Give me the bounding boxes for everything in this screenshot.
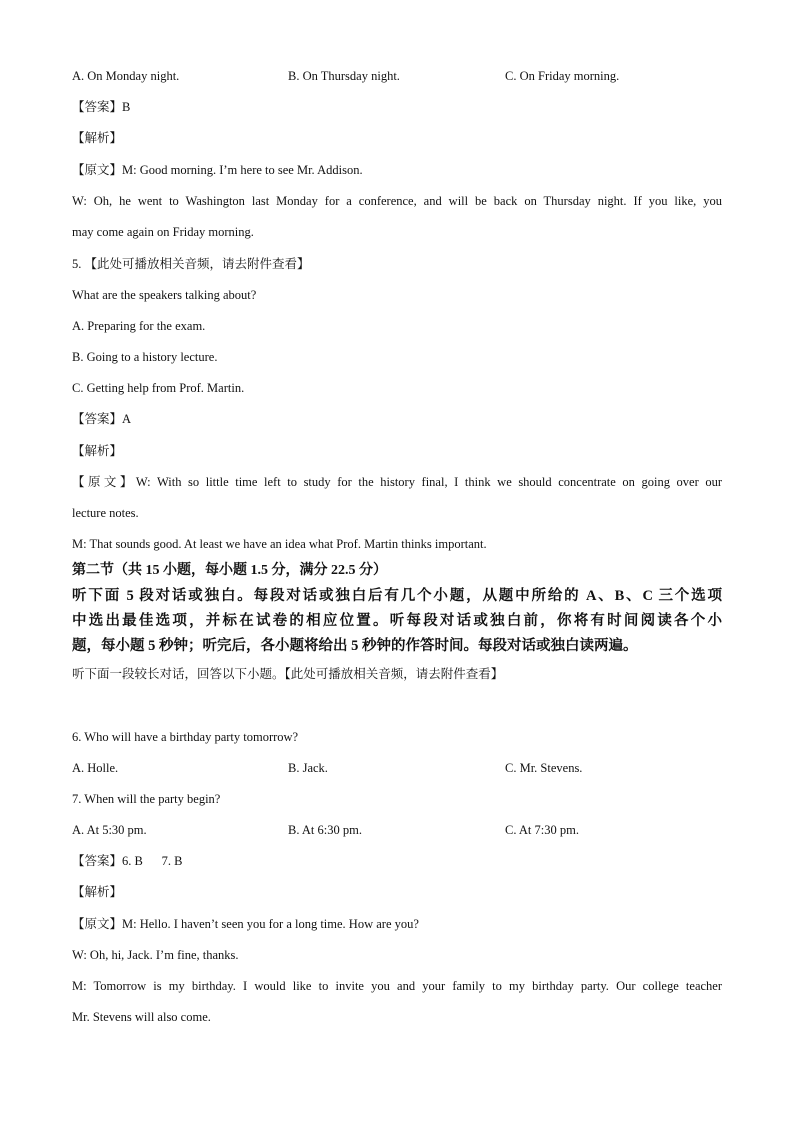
q5-transcript-line: 【原文】W: With so little time left to study for the history final, I think we should concentrate on going over our: [72, 475, 722, 489]
q6-q7-answer: 【答案】6. B 7. B: [72, 854, 183, 868]
q7-option-a: A. At 5:30 pm.: [72, 823, 147, 837]
q4-transcript-line: may come again on Friday morning.: [72, 225, 254, 239]
section-2-instructions-line: 题，每小题 5 秒钟；听完后，各小题将给出 5 秒钟的作答时间。每段对话或独白读两遍。: [72, 638, 638, 654]
q5-question: What are the speakers talking about?: [72, 288, 257, 302]
q5-analysis-label: 【解析】: [72, 444, 123, 458]
q4-answer: 【答案】B: [72, 100, 131, 114]
dialogue-intro: 听下面一段较长对话，回答以下小题。【此处可播放相关音频，请去附件查看】: [72, 667, 504, 681]
q6-question: 6. Who will have a birthday party tomorrow?: [72, 730, 299, 744]
q5-transcript-line: lecture notes.: [72, 506, 139, 520]
q6-option-b: B. Jack.: [288, 761, 328, 775]
q5-answer: 【答案】A: [72, 412, 132, 426]
q5-option-a: A. Preparing for the exam.: [72, 319, 206, 333]
section-2-title: 第二节（共 15 小题，每小题 1.5 分，满分 22.5 分）: [72, 563, 387, 578]
q4-option-c: C. On Friday morning.: [505, 69, 620, 83]
section-2-instructions-line: 中选出最佳选项，并标在试卷的相应位置。听每段对话或独白前，你将有时间阅读各个小: [72, 613, 722, 629]
q4-option-b: B. On Thursday night.: [288, 69, 400, 83]
q6-option-a: A. Holle.: [72, 761, 119, 775]
q6-q7-transcript-line: 【原文】M: Hello. I haven’t seen you for a long time. How are you?: [72, 917, 419, 931]
q5-transcript-line: M: That sounds good. At least we have an idea what Prof. Martin thinks important.: [72, 537, 487, 551]
q7-question: 7. When will the party begin?: [72, 792, 221, 806]
q6-q7-transcript-line: M: Tomorrow is my birthday. I would like to invite you and your family to my birthday party. Our college teacher: [72, 979, 722, 993]
q4-transcript-line: W: Oh, he went to Washington last Monday for a conference, and will be back on Thursday night. If you like, you: [72, 194, 722, 208]
q7-option-c: C. At 7:30 pm.: [505, 823, 579, 837]
q5-option-c: C. Getting help from Prof. Martin.: [72, 381, 245, 395]
q5-number-audio-note: 5. 【此处可播放相关音频，请去附件查看】: [72, 257, 310, 271]
q4-analysis-label: 【解析】: [72, 131, 123, 145]
q6-q7-transcript-line: Mr. Stevens will also come.: [72, 1010, 211, 1024]
q4-option-a: A. On Monday night.: [72, 69, 180, 83]
q6-option-c: C. Mr. Stevens.: [505, 761, 583, 775]
q5-option-b: B. Going to a history lecture.: [72, 350, 218, 364]
q6-q7-transcript-line: W: Oh, hi, Jack. I’m fine, thanks.: [72, 948, 239, 962]
q7-option-b: B. At 6:30 pm.: [288, 823, 362, 837]
section-2-instructions-line: 听下面 5 段对话或独白。每段对话或独白后有几个小题，从题中所给的 A、B、C 三个选项: [72, 588, 722, 604]
q6-q7-analysis-label: 【解析】: [72, 885, 123, 899]
q4-transcript-line: 【原文】M: Good morning. I’m here to see Mr. Addison.: [72, 163, 363, 177]
